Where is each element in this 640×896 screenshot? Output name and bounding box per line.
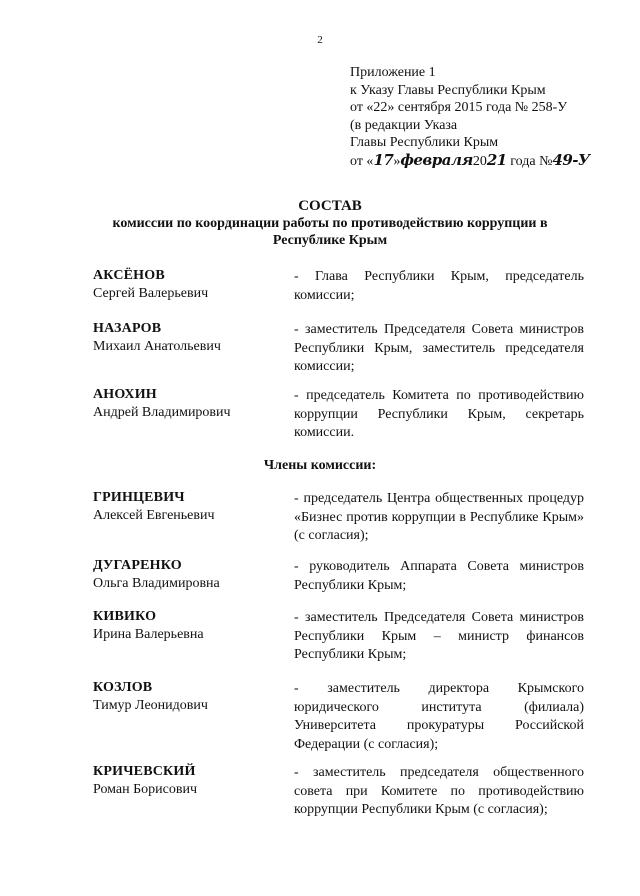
- appendix-line: от «22» сентября 2015 года № 258-У: [350, 100, 568, 115]
- person-given-name: Ирина Валерьевна: [93, 627, 204, 642]
- members-heading: Члены комиссии:: [263, 458, 377, 473]
- person-role: - руководитель Аппарата Совета министров Республики Крым;: [294, 559, 584, 593]
- person-surname: АНОХИН: [93, 387, 157, 402]
- appendix-line: (в редакции Указа: [350, 117, 458, 133]
- page-number: 2: [317, 34, 323, 46]
- document-title: СОСТАВ: [298, 198, 362, 214]
- appendix-block: [350, 64, 620, 170]
- appendix-line: Приложение 1: [350, 65, 436, 80]
- number-label: года №: [506, 153, 553, 169]
- person-given-name: Роман Борисович: [93, 782, 198, 797]
- person-surname: ДУГАРЕНКО: [93, 558, 182, 573]
- person-given-name: Андрей Владимирович: [93, 405, 231, 420]
- handwritten-year: 21: [486, 150, 507, 169]
- person-role: - Глава Республики Крым, председатель комиссии;: [294, 269, 584, 303]
- person-surname: КРИЧЕВСКИЙ: [93, 764, 196, 779]
- date-prefix: от «: [350, 153, 374, 169]
- handwritten-day: 17: [373, 150, 394, 169]
- person-given-name: Тимур Леонидович: [93, 698, 208, 713]
- person-role: - заместитель Председателя Совета министров Республики Крым, заместитель председателя комиссии;: [294, 322, 584, 374]
- handwritten-number: 49-У: [552, 150, 590, 169]
- person-surname: АКСЁНОВ: [93, 268, 165, 283]
- person-surname: ГРИНЦЕВИЧ: [93, 490, 185, 505]
- person-surname: НАЗАРОВ: [93, 321, 162, 336]
- date-quote: »: [393, 153, 401, 169]
- person-given-name: Алексей Евгеньевич: [93, 508, 215, 523]
- person-surname: КИВИКО: [93, 609, 157, 624]
- person-role: - заместитель председателя общественного совета при Комитете по противодействию коррупции Республики Крым (с согласия);: [294, 765, 584, 817]
- person-role: - заместитель директора Крымского юридического института (филиала) Университета прокуратуры Российской Федерации (с согласия);: [294, 681, 584, 752]
- person-given-name: Сергей Валерьевич: [93, 286, 209, 301]
- person-surname: КОЗЛОВ: [93, 680, 153, 695]
- appendix-line: Главы Республики Крым: [350, 135, 499, 150]
- handwritten-month: февраля: [400, 150, 473, 169]
- person-given-name: Ольга Владимировна: [93, 576, 220, 591]
- appendix-date-line: [350, 152, 620, 171]
- person-role: - председатель Комитета по противодействию коррупции Республики Крым, секретарь комиссии.: [294, 388, 584, 440]
- person-given-name: Михаил Анатольевич: [93, 339, 221, 354]
- document-subtitle: комиссии по координации работы по противодействию коррупции в Республике Крым: [112, 216, 548, 248]
- year-prefix: 20: [472, 153, 487, 169]
- person-role: - заместитель Председателя Совета министров Республики Крым – министр финансов Республики Крым;: [294, 610, 584, 662]
- appendix-line: к Указу Главы Республики Крым: [350, 82, 546, 98]
- person-role: - председатель Центра общественных процедур «Бизнес против коррупции в Республике Крым» (с согласия);: [294, 491, 584, 543]
